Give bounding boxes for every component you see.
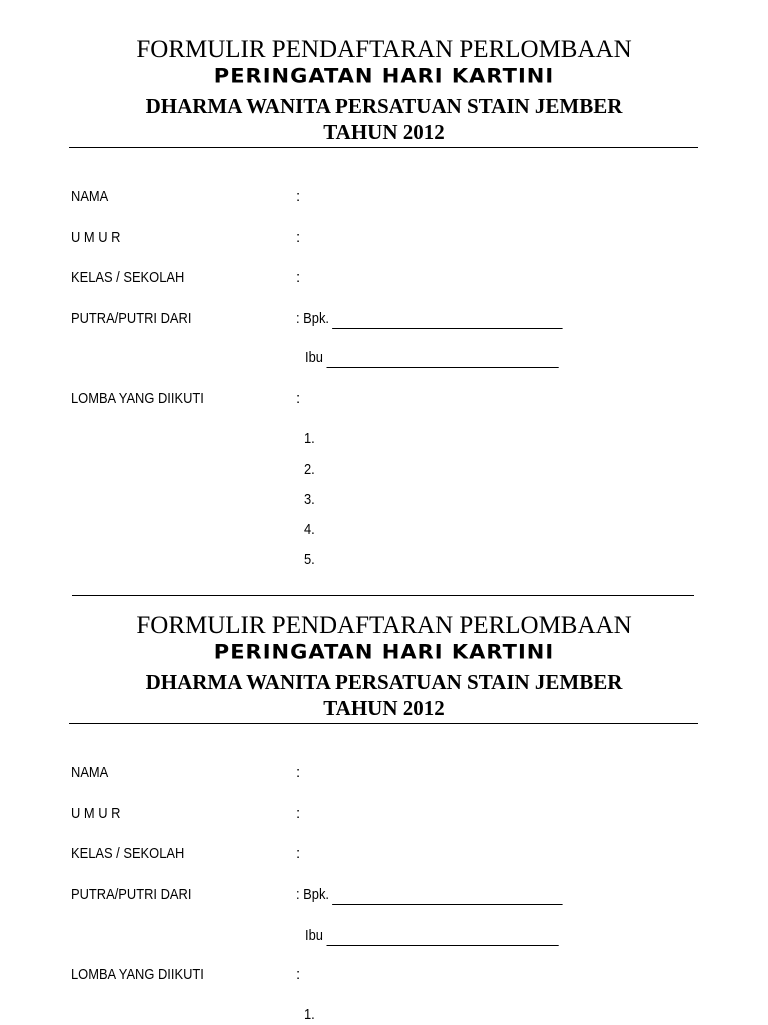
ibu-blank-line[interactable]	[326, 929, 558, 946]
header-divider	[69, 723, 698, 724]
organization-title: DHARMA WANITA PERSATUAN STAIN JEMBER	[145, 94, 623, 118]
list-item: 1.	[304, 430, 315, 447]
ibu-label: Ibu	[305, 349, 323, 366]
field-putra	[0, 309, 768, 329]
bpk-label: : Bpk.	[296, 886, 329, 903]
field-label-kelas: KELAS / SEKOLAH	[71, 845, 185, 862]
field-label-putra: PUTRA/PUTRI DARI	[71, 310, 192, 327]
field-label-putra: PUTRA/PUTRI DARI	[71, 886, 192, 903]
year-title: TAHUN 2012	[323, 696, 445, 720]
list-item: 5.	[304, 551, 315, 568]
field-colon: :	[296, 805, 301, 822]
ibu-value	[305, 348, 559, 368]
field-nama	[0, 763, 768, 783]
field-colon: :	[296, 269, 301, 286]
field-putra	[0, 885, 768, 905]
bpk-value	[296, 309, 563, 329]
field-label-umur: U M U R	[71, 229, 121, 246]
event-title: PERINGATAN HARI KARTINI	[213, 641, 555, 664]
cut-line-divider	[72, 595, 694, 596]
form-title: FORMULIR PENDAFTARAN PERLOMBAAN	[136, 612, 632, 639]
list-item: 3.	[304, 491, 315, 508]
header-divider	[69, 147, 698, 148]
field-lomba	[0, 389, 768, 409]
field-label-nama: NAMA	[71, 764, 109, 781]
field-colon: :	[296, 390, 301, 407]
list-item: 2.	[304, 461, 315, 478]
list-item: 1.	[304, 1006, 315, 1023]
field-label-umur: U M U R	[71, 805, 121, 822]
field-umur	[0, 228, 768, 248]
organization-title: DHARMA WANITA PERSATUAN STAIN JEMBER	[145, 670, 623, 694]
bpk-blank-line[interactable]	[332, 888, 562, 905]
field-colon: :	[296, 229, 301, 246]
field-colon: :	[296, 188, 301, 205]
list-item: 4.	[304, 521, 315, 538]
field-ibu	[0, 926, 768, 946]
field-kelas	[0, 268, 768, 288]
ibu-label: Ibu	[305, 927, 323, 944]
field-lomba	[0, 965, 768, 985]
bpk-blank-line[interactable]	[332, 312, 562, 329]
bpk-value	[296, 885, 563, 905]
form-title: FORMULIR PENDAFTARAN PERLOMBAAN	[136, 36, 632, 63]
field-colon: :	[296, 845, 301, 862]
field-label-lomba: LOMBA YANG DIIKUTI	[71, 390, 204, 407]
field-ibu	[0, 348, 768, 368]
field-nama	[0, 187, 768, 207]
field-umur	[0, 804, 768, 824]
field-colon: :	[296, 966, 301, 983]
year-title: TAHUN 2012	[323, 120, 445, 144]
bpk-label: : Bpk.	[296, 310, 329, 327]
field-label-lomba: LOMBA YANG DIIKUTI	[71, 966, 204, 983]
event-title: PERINGATAN HARI KARTINI	[213, 65, 555, 88]
field-colon: :	[296, 764, 301, 781]
field-kelas	[0, 844, 768, 864]
field-label-kelas: KELAS / SEKOLAH	[71, 269, 185, 286]
ibu-blank-line[interactable]	[326, 351, 558, 368]
field-label-nama: NAMA	[71, 188, 109, 205]
ibu-value	[305, 926, 559, 946]
